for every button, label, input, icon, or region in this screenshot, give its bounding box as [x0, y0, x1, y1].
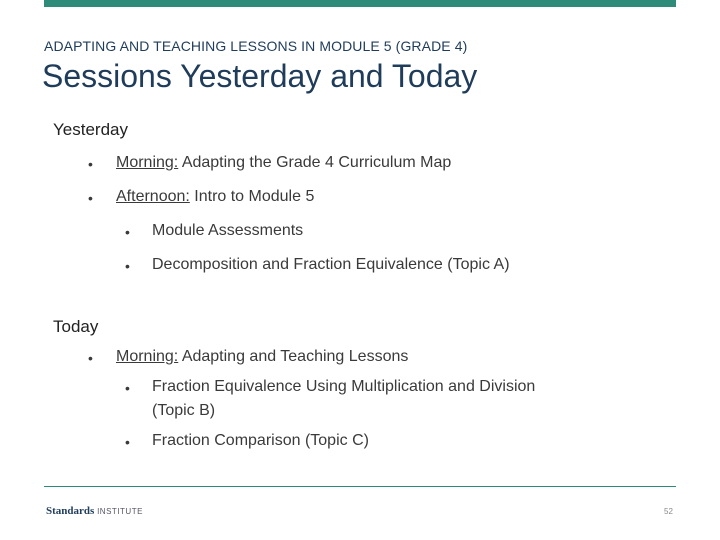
- footer-logo-light: INSTITUTE: [97, 507, 143, 516]
- slide-kicker: ADAPTING AND TEACHING LESSONS IN MODULE 5 (GRADE 4): [44, 38, 468, 54]
- item-text: Adapting and Teaching Lessons: [178, 348, 409, 365]
- item-label: Afternoon:: [116, 188, 190, 205]
- today-subitem-topic-b-cont: (Topic B): [152, 402, 216, 419]
- bullet-marker: •: [125, 258, 130, 274]
- yesterday-heading: Yesterday: [53, 120, 128, 139]
- page-number: 52: [664, 507, 673, 516]
- bullet-marker: •: [125, 224, 130, 240]
- item-text: Adapting the Grade 4 Curriculum Map: [178, 154, 452, 171]
- yesterday-subitem-assessments: Module Assessments: [152, 222, 304, 239]
- yesterday-item-morning: [116, 154, 451, 172]
- bullet-marker: •: [125, 434, 130, 450]
- yesterday-item-afternoon: [116, 188, 314, 206]
- today-subitem-topic-b: Fraction Equivalence Using Multiplication and Division: [152, 378, 536, 395]
- item-label: Morning:: [116, 154, 179, 171]
- footer-divider: [44, 486, 676, 487]
- today-subitem-topic-c: Fraction Comparison (Topic C): [152, 432, 369, 449]
- today-heading: Today: [53, 317, 99, 336]
- item-label: Morning:: [116, 348, 179, 365]
- today-item-morning: [116, 348, 408, 366]
- footer-logo-bold: Standards: [46, 505, 95, 517]
- top-accent-bar: [44, 0, 676, 7]
- yesterday-subitem-topic-a: Decomposition and Fraction Equivalence (Topic A): [152, 256, 510, 273]
- bullet-marker: •: [88, 190, 93, 206]
- footer-logo: [46, 505, 143, 517]
- bullet-marker: •: [125, 380, 130, 396]
- bullet-marker: •: [88, 350, 93, 366]
- bullet-marker: •: [88, 156, 93, 172]
- slide-title: Sessions Yesterday and Today: [42, 58, 478, 94]
- item-text: Intro to Module 5: [189, 188, 315, 205]
